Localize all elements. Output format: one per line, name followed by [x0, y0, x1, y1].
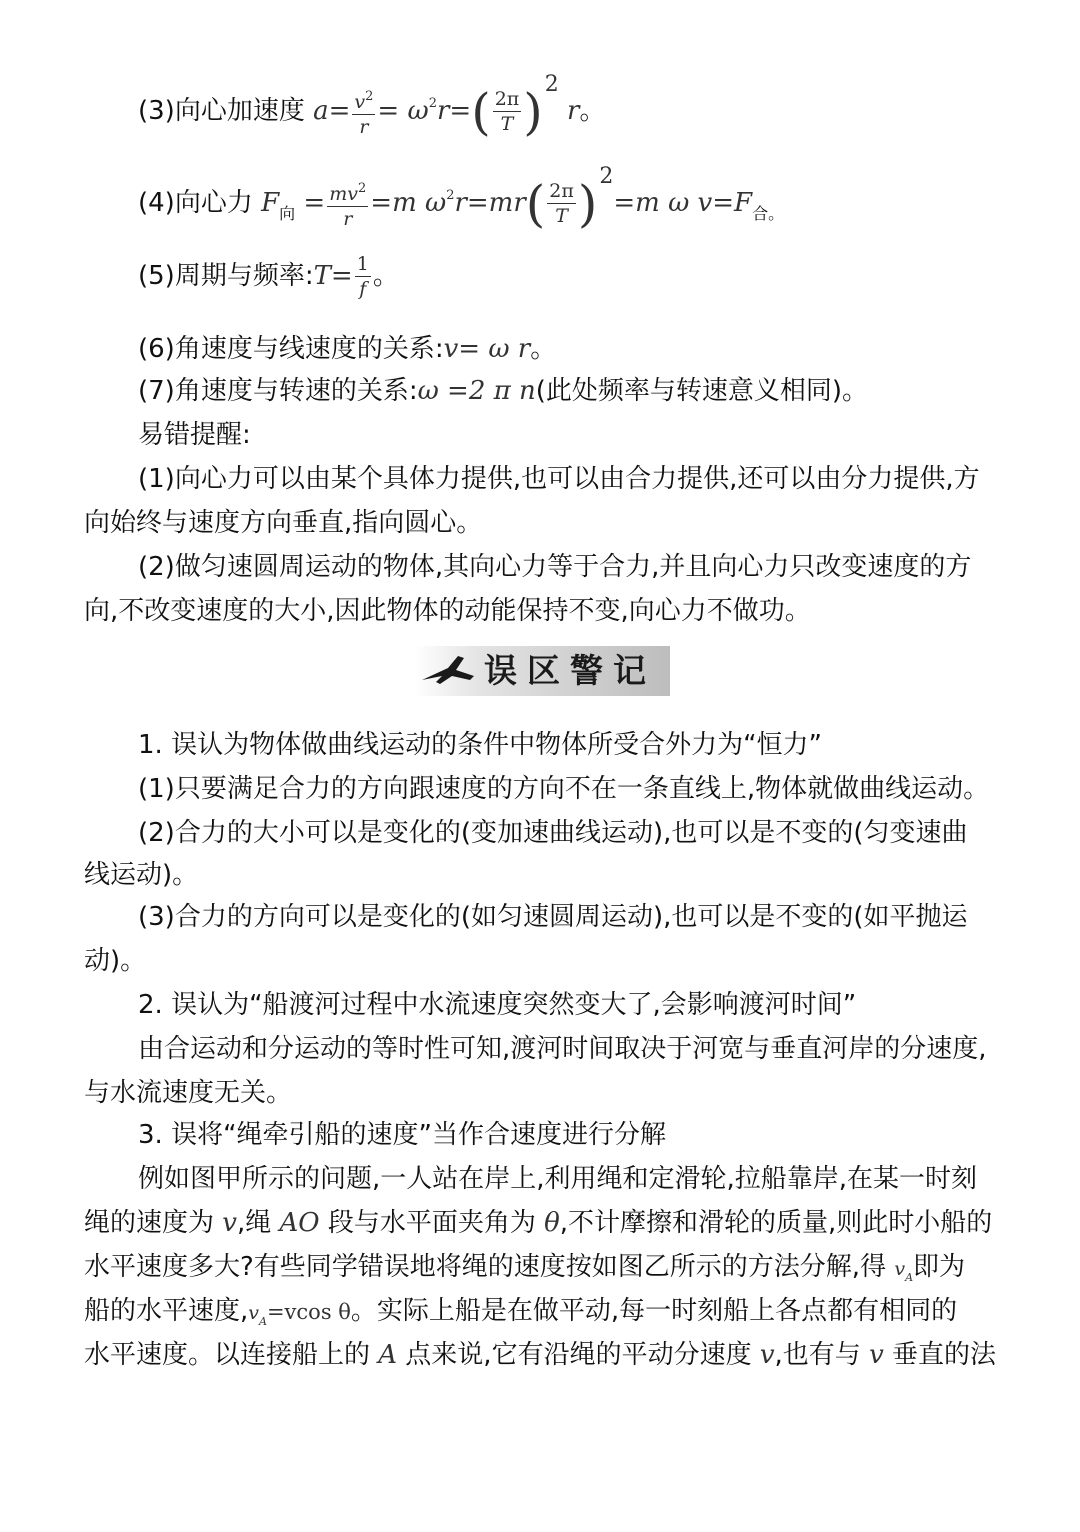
text-run: 即为 [913, 1252, 966, 1282]
text-run: 段与水平面夹角为 [319, 1208, 545, 1238]
math-expression: =vcos θ [266, 1300, 351, 1324]
math-symbol: v [222, 1208, 237, 1238]
formula-note: (此处频率与转速意义相同)。 [535, 376, 869, 406]
text-run: 水平速度。以连接船上的 [84, 1340, 379, 1370]
mistake-3-line5 [84, 1338, 996, 1372]
formula-expression: v= ω r [443, 334, 531, 364]
text-run: ,绳 [236, 1208, 280, 1238]
formula-period-frequency: (5)周期与频率:T= $\frac{1}{f}$ 。 [138, 253, 399, 300]
mistake-3-line3 [84, 1250, 965, 1295]
subscript: 合。 [752, 204, 785, 223]
math-symbol: v [894, 1258, 906, 1280]
math-symbol: θ [544, 1208, 560, 1238]
formula-label: (3)向心加速度 [138, 96, 305, 126]
formula-label: (5)周期与频率: [138, 261, 314, 291]
formula-label: (4)向心力 [138, 188, 253, 218]
mistake-1-p1: (1)只要满足合力的方向跟速度的方向不在一条直线上,物体就做曲线运动。 [138, 774, 990, 804]
reminder-p2-line2: 向,不改变速度的大小,因此物体的动能保持不变,向心力不做功。 [84, 596, 811, 626]
text-run: 点来说,它有沿绳的平动分速度 [397, 1340, 760, 1370]
text-run: 船的水平速度, [84, 1296, 249, 1326]
formula-centripetal-force: (4)向心力 $F_向$ = $\frac{mv^2}{r}$ =m $\omega^2r=mr$( $\frac{2\pi}{T}$ )$^2$=m ω $v=F_{合。}$ [138, 164, 785, 233]
section-title: 误区警记 [484, 651, 656, 690]
mistake-3-line2 [84, 1206, 992, 1240]
math-symbol: AO [279, 1208, 320, 1238]
reminder-p2-line1: (2)做匀速圆周运动的物体,其向心力等于合力,并且向心力只改变速度的方 [138, 552, 972, 582]
text-run: 水平速度多大?有些同学错误地将绳的速度按如图乙所示的方法分解,得 [84, 1252, 895, 1282]
airplane-icon [418, 650, 478, 690]
formula-centripetal-acceleration: (3)向心加速度 a= $\frac{v^2}{r}$ = $\omega^2r=$( $\frac{2\pi}{T}$ )$^2$ r。 [138, 72, 606, 141]
mistake-1-p2-line2: 线运动)。 [84, 860, 199, 890]
subscript: A [905, 1271, 914, 1284]
text-run: 。实际上船是在做平动,每一时刻船上各点都有相同的 [350, 1296, 958, 1326]
mistake-2-title: 2. 误认为“船渡河过程中水流速度突然变大了,会影响渡河时间” [138, 990, 857, 1020]
formula-label: (6)角速度与线速度的关系: [138, 334, 444, 364]
mistake-1-p2-line1: (2)合力的大小可以是变化的(变加速曲线运动),也可以是不变的(匀变速曲 [138, 818, 968, 848]
text-run: 垂直的法 [883, 1340, 997, 1370]
math-symbol: v [869, 1340, 884, 1370]
subscript: A [259, 1315, 267, 1328]
formula-expression: ω =2 π n [417, 376, 536, 406]
mistake-2-p1-line2: 与水流速度无关。 [84, 1078, 293, 1108]
formula-angular-linear: (6)角速度与线速度的关系:v= ω r。 [138, 334, 557, 364]
mistake-1-p3-line2: 动)。 [84, 946, 147, 976]
mistake-3-title: 3. 误将“绳牵引船的速度”当作合速度进行分解 [138, 1120, 667, 1150]
math-symbol: A [378, 1340, 398, 1370]
text-run: 绳的速度为 [84, 1208, 223, 1238]
mistake-1-title: 1. 误认为物体做曲线运动的条件中物体所受合外力为“恒力” [138, 730, 823, 760]
math-symbol: v [759, 1340, 775, 1370]
mistake-2-p1-line1: 由合运动和分运动的等时性可知,渡河时间取决于河宽与垂直河岸的分速度, [138, 1034, 987, 1064]
math-symbol: v [248, 1302, 259, 1324]
text-run: ,也有与 [774, 1340, 870, 1370]
subscript: 向 [279, 204, 296, 223]
formula-label: (7)角速度与转速的关系: [138, 376, 418, 406]
formula-angular-rotation [138, 374, 868, 408]
reminder-p1-line2: 向始终与速度方向垂直,指向圆心。 [84, 508, 483, 538]
text-run: ,不计摩擦和滑轮的质量,则此时小船的 [559, 1208, 993, 1238]
mistake-3-line1: 例如图甲所示的问题,一人站在岸上,利用绳和定滑轮,拉船靠岸,在某一时刻 [138, 1164, 978, 1194]
mistake-3-line4 [84, 1294, 957, 1339]
reminder-heading: 易错提醒: [138, 420, 251, 450]
mistake-1-p3-line1: (3)合力的方向可以是变化的(如匀速圆周运动),也可以是不变的(如平抛运 [138, 902, 968, 932]
reminder-p1-line1: (1)向心力可以由某个具体力提供,也可以由合力提供,还可以由分力提供,方 [138, 464, 980, 494]
